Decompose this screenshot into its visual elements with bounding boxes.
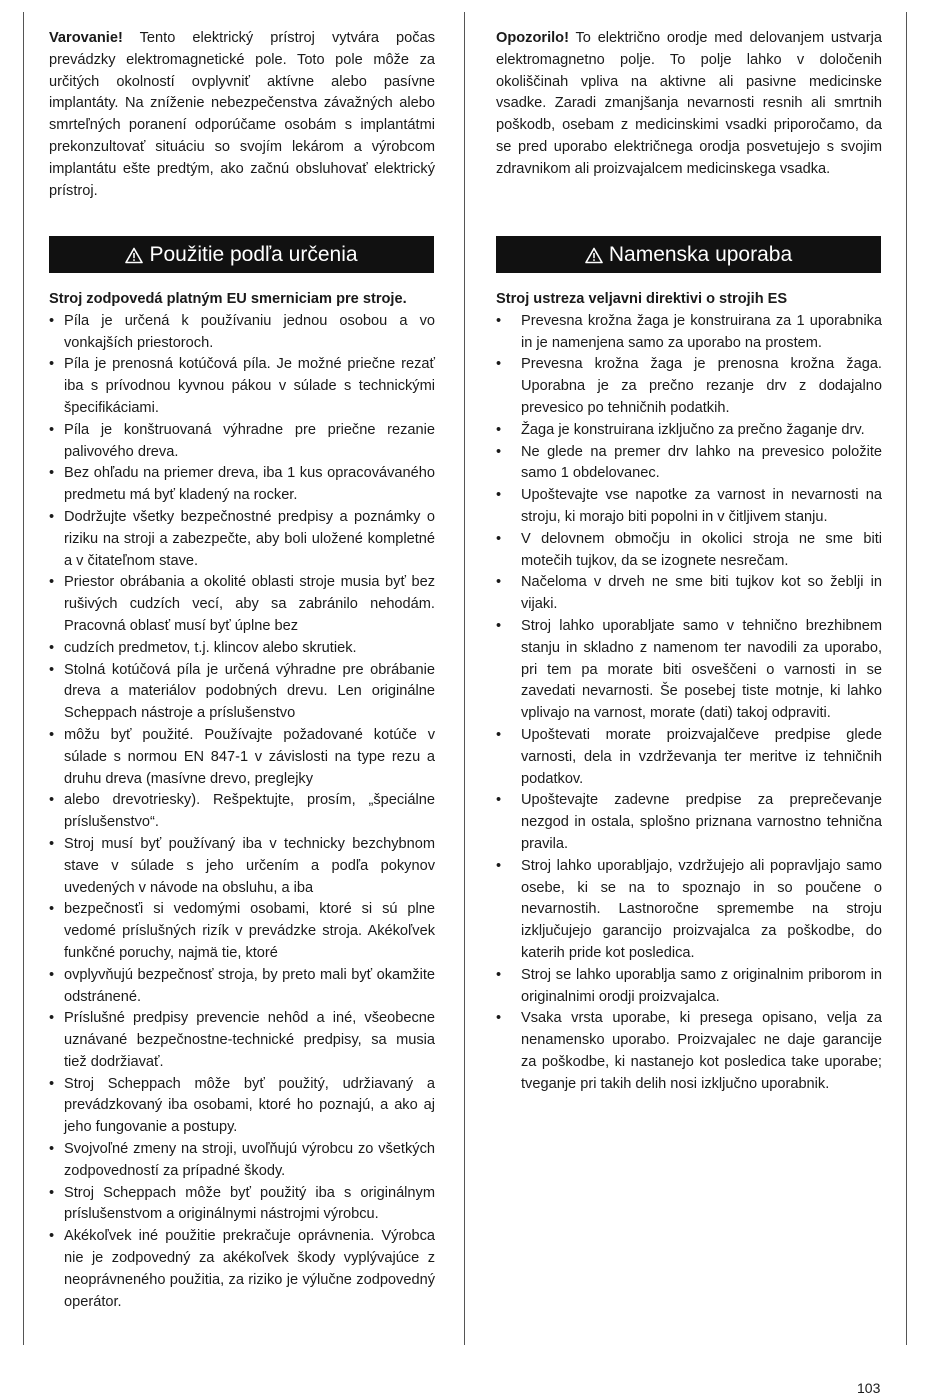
list-item: • V delovnem območju in okolici stroja ne sme biti motečih tujkov, da se izognete nesrečam.: [496, 529, 882, 573]
right-bullet-list: [496, 311, 882, 1096]
list-item: • cudzích predmetov, t.j. klincov alebo skrutiek.: [49, 638, 435, 660]
right-body: [496, 289, 882, 1095]
list-item: • Stroj Scheppach môže byť použitý iba s originálnym príslušenstvom a originálnymi nástrojmi výrobcu.: [49, 1183, 435, 1227]
list-item: • Upoštevajte vse napotke za varnost in nevarnosti na stroju, ki morajo biti popolni in v čitljivem stanju.: [496, 485, 882, 529]
list-item: • Stroj musí byť používaný iba v technicky bezchybnom stave v súlade s jeho určením a podľa pokynov uvedených v návode na obsluhu, a iba: [49, 834, 435, 899]
list-item: • Stroj Scheppach môže byť použitý, udržiavaný a prevádzkovaný iba osobami, ktoré ho poznajú, a ako aj jeho fungovanie a postupy.: [49, 1074, 435, 1139]
list-item: • Priestor obrábania a okolité oblasti stroje musia byť bez rušivých cudzích vecí, aby sa zabránilo nehodám. Pracovná oblasť musí byť úplne bez: [49, 572, 435, 637]
list-item: • Bez ohľadu na priemer dreva, iba 1 kus opracovávaného predmetu má byť kladený na rocker.: [49, 463, 435, 507]
left-warning-label: Varovanie!: [49, 30, 123, 46]
list-item: • Stolná kotúčová píla je určená výhradne pre obrábanie dreva a materiálov podobných drevu. Len originálne Scheppach nástroje a príslušenstvo: [49, 660, 435, 725]
list-item: • Stroj se lahko uporablja samo z originalnim priborom in originalnimi orodji proizvajalca.: [496, 965, 882, 1009]
list-item: • alebo drevotriesky). Rešpektujte, prosím, „špeciálne príslušenstvo“.: [49, 790, 435, 834]
list-item: • Ne glede na premer drv lahko na prevesico položite samo 1 obdelovanec.: [496, 442, 882, 486]
list-item: • Dodržujte všetky bezpečnostné predpisy a poznámky o riziku na stroji a zabezpečte, aby boli uložené kompletné a v čitateľnom stave.: [49, 507, 435, 572]
left-heading-text: Použitie podľa určenia: [149, 243, 358, 266]
list-item: • Žaga je konstruirana izključno za prečno žaganje drv.: [496, 420, 882, 442]
list-item: • bezpečnosťi si vedomými osobami, ktoré si sú plne vedomé príslušných rizík v prevádzke stroja. Akékoľvek funkčné poruchy, najmä tie, ktoré: [49, 899, 435, 964]
right-heading-text: Namenska uporaba: [608, 243, 793, 266]
left-warning-block: [49, 28, 435, 202]
left-subhead: Stroj zodpovedá platným EU smerniciam pre stroje.: [49, 291, 407, 307]
list-item: • Upoštevati morate proizvajalčeve predpise glede varnosti, dela in vzdrževanja ter meritve iz tehničnih podatkov.: [496, 725, 882, 790]
column-divider-rule: [464, 12, 465, 1345]
list-item: • Stroj lahko uporabljajo, vzdržujejo ali popravljajo samo osebe, ki se na to spoznajo in so poučene o nevarnostih. Lastnoročne spremembe na stroju izključujejo garancijo proizvajalca za poškodbe, do katerih pride kot posledica.: [496, 856, 882, 965]
right-subhead: Stroj ustreza veljavni direktivi o strojih ES: [496, 291, 788, 307]
list-item: • Píla je prenosná kotúčová píla. Je možné priečne rezať iba s prívodnou kyvnou pákou v súlade s technickými špecifikáciami.: [49, 354, 435, 419]
right-section-heading: [496, 236, 881, 273]
warning-triangle-icon: [125, 239, 143, 276]
right-warning-paragraph: [496, 28, 882, 181]
list-item: • Stroj lahko uporabljate samo v tehnično brezhibnem stanju in skladno z namenom ter navodili za uporabo, pri tem pa morate biti osveščeni o varnosti in se zavedati nevarnosti. Še posebej tiste motnje, ki lahko vplivajo na varnost, morate (dati) takoj odpraviti.: [496, 616, 882, 725]
list-item: • Upoštevajte zadevne predpise za preprečevanje nezgod in ostala, splošno priznana varnostno tehnična pravila.: [496, 790, 882, 855]
left-margin-rule: [23, 12, 24, 1345]
list-item: • Prevesna krožna žaga je konstruirana za 1 uporabnika in je namenjena samo za uporabo na prostem.: [496, 311, 882, 355]
right-warning-text: To električno orodje med delovanjem ustvarja elektromagnetno polje. To polje lahko v določenih okoliščinah vpliva na aktivne ali pasivne medicinske vsadke. Zaradi zmanjšanja nevarnosti resnih ali smrtnih poškodb, osebam z medicinskimi vsadki priporočamo, da se pred uporabo električnega orodja posvetujejo s svojim zdravnikom ali proizvajalcem medicinskega vsadka.: [496, 30, 882, 177]
left-bullet-list: [49, 311, 435, 1314]
list-item: • Píla je určená k používaniu jednou osobou a vo vonkajších priestoroch.: [49, 311, 435, 355]
page-number: 103: [857, 1380, 881, 1396]
right-margin-rule: [906, 12, 907, 1345]
list-item: • Načeloma v drveh ne sme biti tujkov kot so žeblji in vijaki.: [496, 572, 882, 616]
right-warning-block: [496, 28, 882, 181]
left-section-heading: [49, 236, 434, 273]
list-item: • Píla je konštruovaná výhradne pre priečne rezanie palivového dreva.: [49, 420, 435, 464]
left-warning-text: Tento elektrický prístroj vytvára počas prevádzky elektromagnetické pole. Toto pole môže za určitých okolností ovplyvniť aktívne alebo pasívne implantáty. Na zníženie nebezpečenstva závažných alebo smrteľných poranení odporúčame osobám s implantátmi prekonzultovať situáciu so svojím lekárom a výrobcom implantátu ešte predtým, ako začnú obsluhovať elektrický prístroj.: [49, 30, 435, 199]
list-item: • Prevesna krožna žaga je prenosna krožna žaga. Uporabna je za prečno rezanje drv z dodajalno prevesico po tehničnih podatkih.: [496, 354, 882, 419]
list-item: • Akékoľvek iné použitie prekračuje oprávnenia. Výrobca nie je zodpovedný za akékoľvek škody vyplývajúce z neoprávneného použitia, za riziko je výlučne zodpovedný operátor.: [49, 1226, 435, 1313]
list-item: • môžu byť použité. Používajte požadované kotúče v súlade s normou EN 847-1 v závislosti na type rezu a druhu dreva (masívne drevo, preglejky: [49, 725, 435, 790]
right-warning-label: Opozorilo!: [496, 30, 569, 46]
left-warning-paragraph: [49, 28, 435, 202]
list-item: • ovplyvňujú bezpečnosť stroja, by preto mali byť okamžite odstránené.: [49, 965, 435, 1009]
left-body: [49, 289, 435, 1313]
list-item: • Svojvoľné zmeny na stroji, uvoľňujú výrobcu zo všetkých zodpovedností za prípadné škody.: [49, 1139, 435, 1183]
warning-triangle-icon: [585, 239, 603, 276]
list-item: • Príslušné predpisy prevencie nehôd a iné, všeobecne uznávané bezpečnostne-technické predpisy, sa musia tiež dodržiavať.: [49, 1008, 435, 1073]
list-item: • Vsaka vrsta uporabe, ki presega opisano, velja za nenamensko uporabo. Proizvajalec ne daje garancije za poškodbe, ki nastanejo kot posledica take uporabe; tveganje pri takih delih nosi izključno uporabnik.: [496, 1008, 882, 1095]
